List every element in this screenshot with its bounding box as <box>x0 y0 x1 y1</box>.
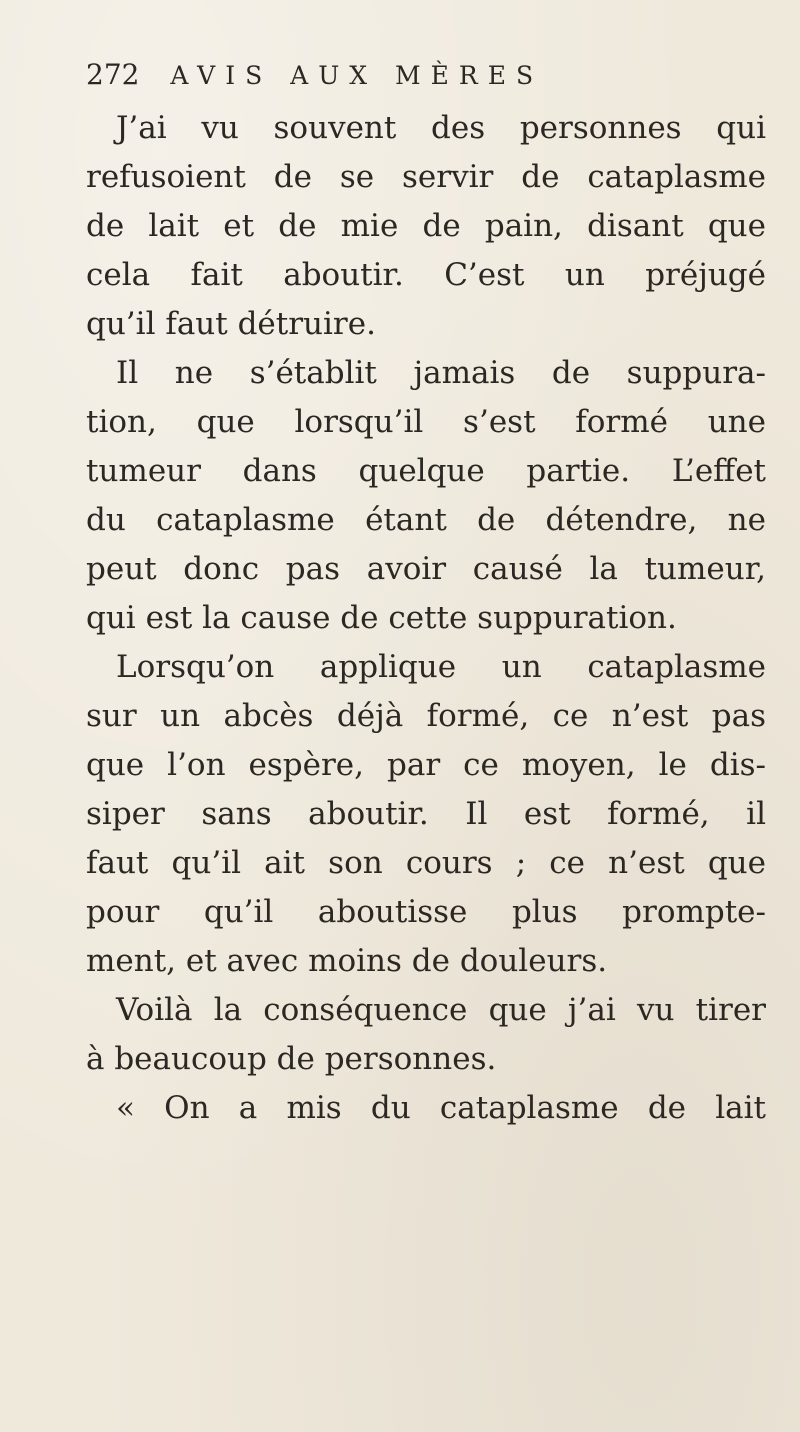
text-line: que l’on espère, par ce moyen, le dis- <box>86 747 766 783</box>
text-line: ment, et avec moins de douleurs. <box>86 943 608 979</box>
page-number: 272 <box>86 58 140 91</box>
text-line: de lait et de mie de pain, disant que <box>86 208 766 244</box>
text-line: cela fait aboutir. C’est un préjugé <box>86 257 766 293</box>
text-line: J’ai vu souvent des personnes qui <box>116 110 766 146</box>
text-line: Lorsqu’on applique un cataplasme <box>116 649 766 685</box>
text-line: sur un abcès déjà formé, ce n’est pas <box>86 698 766 734</box>
text-line: du cataplasme étant de détendre, ne <box>86 502 766 538</box>
text-line: qui est la cause de cette suppuration. <box>86 600 677 636</box>
text-line: Il ne s’établit jamais de suppura- <box>116 355 766 391</box>
text-line: peut donc pas avoir causé la tumeur, <box>86 551 766 587</box>
text-line: Voilà la conséquence que j’ai vu tirer <box>116 992 766 1028</box>
text-line: siper sans aboutir. Il est formé, il <box>86 796 766 832</box>
text-line: tion, que lorsqu’il s’est formé une <box>86 404 766 440</box>
text-line: faut qu’il ait son cours ; ce n’est que <box>86 845 766 881</box>
text-line: à beaucoup de personnes. <box>86 1041 497 1077</box>
page-header <box>86 58 746 98</box>
text-line: pour qu’il aboutisse plus prompte- <box>86 894 766 930</box>
body-text <box>86 104 766 1133</box>
running-head: AVIS AUX MÈRES <box>170 61 544 90</box>
text-line: tumeur dans quelque partie. L’effet <box>86 453 766 489</box>
text-line: qu’il faut détruire. <box>86 306 376 342</box>
text-line: refusoient de se servir de cataplasme <box>86 159 766 195</box>
text-line: « On a mis du cataplasme de lait <box>116 1090 766 1126</box>
